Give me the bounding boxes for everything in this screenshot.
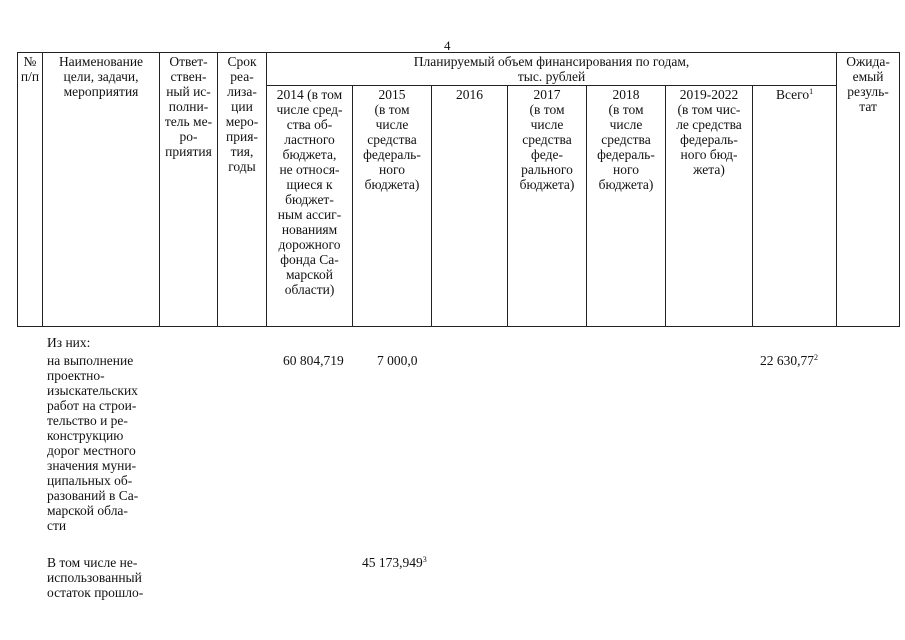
header-year-2015: 2015 (в том числе средства федераль- ного бюджета) bbox=[353, 86, 432, 327]
design-works-label: на выполнение проектно- изыскательских работ на строи- тельство и ре- конструкцию дорог местного значения муни- ципальных об- разований в Са- марской обла- сти bbox=[47, 353, 139, 533]
header-term: Срок реа- лиза- ции меро- прия- тия, годы bbox=[218, 53, 267, 327]
financing-table bbox=[17, 52, 900, 327]
design-value-total bbox=[760, 353, 818, 368]
header-financing: Планируемый объем финансирования по годам, тыс. рублей bbox=[267, 53, 837, 86]
unused-2015-amount: 45 173,949 bbox=[362, 555, 423, 570]
page-number: 4 bbox=[444, 38, 451, 53]
design-value-2015: 7 000,0 bbox=[377, 353, 418, 368]
design-total-footnote: 2 bbox=[814, 353, 818, 362]
of-them-label: Из них: bbox=[47, 335, 91, 350]
header-expected-result: Ожида- емый резуль- тат bbox=[837, 53, 900, 327]
header-year-2017: 2017 (в том числе средства феде- рального бюджета) bbox=[508, 86, 587, 327]
unused-2015-footnote: 3 bbox=[422, 555, 427, 564]
header-year-2019-2022: 2019-2022 (в том чис- ле средства федераль- ного бюд- жета) bbox=[666, 86, 753, 327]
header-responsible: Ответ- ствен- ный ис- полни- тель ме- ро- приятия bbox=[160, 53, 218, 327]
header-total bbox=[753, 86, 837, 327]
design-total-amount: 22 630,77 bbox=[760, 353, 814, 368]
header-year-2018: 2018 (в том числе средства федераль- ного бюджета) bbox=[587, 86, 666, 327]
header-number: № п/п bbox=[18, 53, 43, 327]
header-year-2016: 2016 bbox=[432, 86, 508, 327]
unused-remainder-label: В том числе не- использованный остаток прошло- bbox=[47, 555, 144, 600]
header-name: Наименование цели, задачи, мероприятия bbox=[43, 53, 160, 327]
header-total-label: Всего bbox=[775, 87, 810, 102]
header-total-footnote: 1 bbox=[809, 87, 814, 96]
header-year-2014: 2014 (в том числе сред- ства об- ластного бюджета, не относя- щиеся к бюджет- ным ассиг- нованиям дорожного фонда Са- марской области) bbox=[267, 86, 353, 327]
design-value-2014: 60 804,719 bbox=[283, 353, 344, 368]
unused-value-2015 bbox=[362, 555, 427, 570]
